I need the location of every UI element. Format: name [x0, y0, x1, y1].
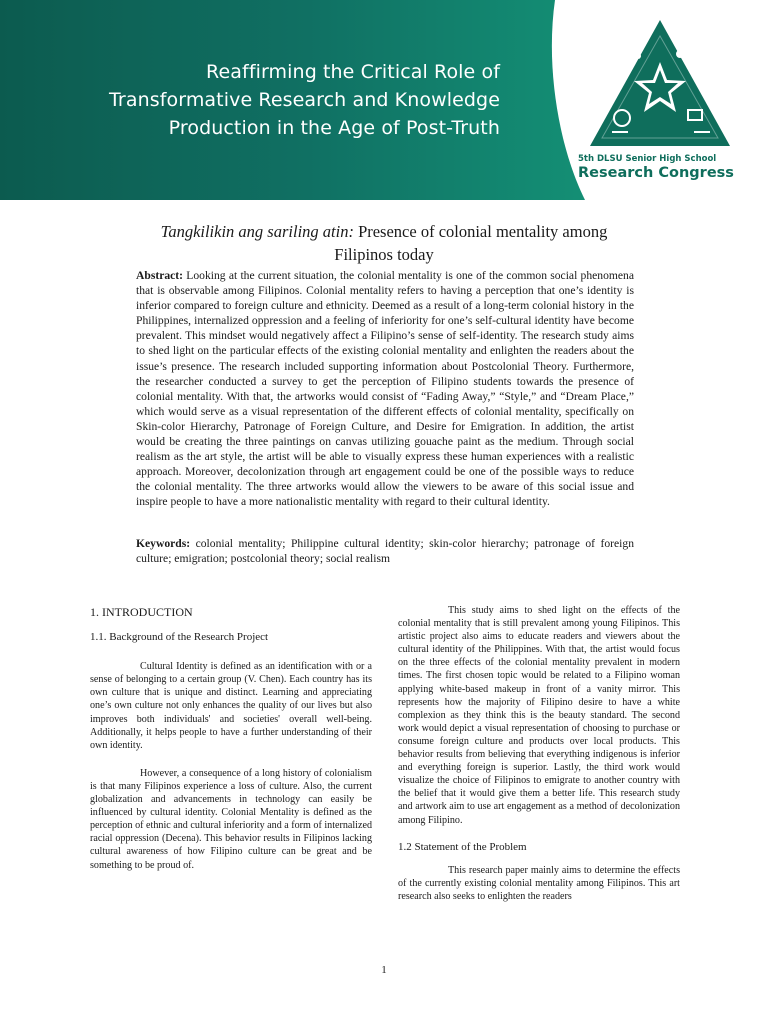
- right-column: [398, 604, 680, 903]
- paper-title-italic: Tangkilikin ang sariling atin:: [160, 222, 354, 241]
- keywords-text: colonial mentality; Philippine cultural identity; skin-color hierarchy; patronage of foreign culture; emigration; postcolonial theory; social realism: [136, 537, 634, 566]
- keywords-label: Keywords:: [136, 537, 191, 550]
- page-number: 1: [381, 964, 387, 976]
- header-banner: [0, 0, 768, 200]
- subsection-heading-background: 1.1. Background of the Research Project: [90, 631, 269, 644]
- paragraph: This research paper mainly aims to determine the effects of the currently existing colonial mentality among Filipinos. This art research also seeks to enlighten the readers: [398, 864, 680, 902]
- paragraph: Cultural Identity is defined as an identification with or a sense of belonging to a certain group (V. Chen). Each country has its own culture that is unique and distinct. Learning and appreciating one’s own culture not only enhances the quality of our lives but also improves both individuals' and societies' overall well-being. Additionally, it helps people to have a further understanding of their own identity.: [90, 661, 372, 751]
- congress-title: Research Congress: [578, 165, 734, 181]
- paper-title-line2: Filipinos today: [334, 245, 434, 264]
- subsection-heading-problem: 1.2 Statement of the Problem: [398, 840, 527, 853]
- theme-line-1: Reaffirming the Critical Role of: [206, 61, 500, 83]
- theme-line-2: Transformative Research and Knowledge: [109, 89, 500, 111]
- keywords: [136, 536, 634, 566]
- conference-theme-title: [60, 58, 500, 142]
- left-column: [90, 604, 372, 872]
- paragraph: This study aims to shed light on the effects of the colonial mentality that is still prevalent among young Filipinos. This artistic project also aims to educate readers and viewers about the cultural identity of the Philippines. With that, the artist would focus on the three effects of the colonial mentality prevalent in modern times. The first chosen topic would be related to a Filipino woman applying white-based makeup in front of a vanity mirror. This represents how the majority of Filipino desire to have a white complexion as they think this is the beauty standard. The second work would depict a visual representation of choosing to purchase or consume foreign culture and products over local products. This behavior results from believing that everything indigenous is inferior and everything foreign is superior. Lastly, the third work would visualize the choice of Filipinos to emigrate to another country with the belief that it would give them a better life. This research study and artwork aim to use art engagement as a method of decolonization among Filipino.: [398, 605, 680, 826]
- congress-subtitle: 5th DLSU Senior High School: [578, 154, 717, 164]
- theme-line-3: Production in the Age of Post-Truth: [168, 117, 500, 139]
- paper-title: [100, 220, 668, 266]
- section-heading-introduction: 1. INTRODUCTION: [90, 605, 193, 619]
- abstract-text: Looking at the current situation, the colonial mentality is one of the common social phenomena that is observable among Filipinos. Colonial mentality refers to having a perception that one’s identity is inferior compared to foreign culture and ethnicity. Deemed as a result of a long-term colonial history in the Philippines, internalized oppression and a feeling of inferiority for one’s self-cultural identity have become prevalent. This mindset would negatively affect a Filipino’s sense of self-identity. The research study aims to shed light on the particular effects of the existing colonial mentality and enlighten the readers about the issue’s presence. The research included supporting information about Postcolonial Theory. Furthermore, the researcher conducted a survey to get the perception of Filipino students towards the presence of colonial mentality. With that, the artworks would consist of “Fading Away,” “Style,” and “Dream Place,” which would serve as a visual representation of the different effects of colonial mentality, specifically on Skin-color Hierarchy, Patronage of Foreign Culture, and Desire for Emigration. In addition, the artist would be creating the three paintings on canvas utilizing gouache paint as the medium. Through social realism as the art style, the artist will be able to visually express these human experiences with a realistic approach. Moreover, decolonization through art engagement could be one of the possible ways to reduce the colonial mentality. The three artworks would allow the viewers to be aware of this social issue and inspire people to have a more nationalistic mentality with regard to their cultural identity.: [136, 269, 634, 509]
- abstract-label: Abstract:: [136, 269, 184, 282]
- paragraph: However, a consequence of a long history of colonialism is that many Filipinos experience a loss of culture. Also, the current globalization and advancements in technology can easily be influenced by cultural identity. Colonial Mentality is defined as the perception of ethnic and cultural inferiority and a form of internalized racial oppression (Decena). This behavior results in Filipinos lacking cultural awareness of how Filipino culture can be great and be something to be proud of.: [90, 767, 372, 871]
- paper-title-rest: Presence of colonial mentality among: [353, 222, 608, 241]
- abstract: [136, 268, 634, 510]
